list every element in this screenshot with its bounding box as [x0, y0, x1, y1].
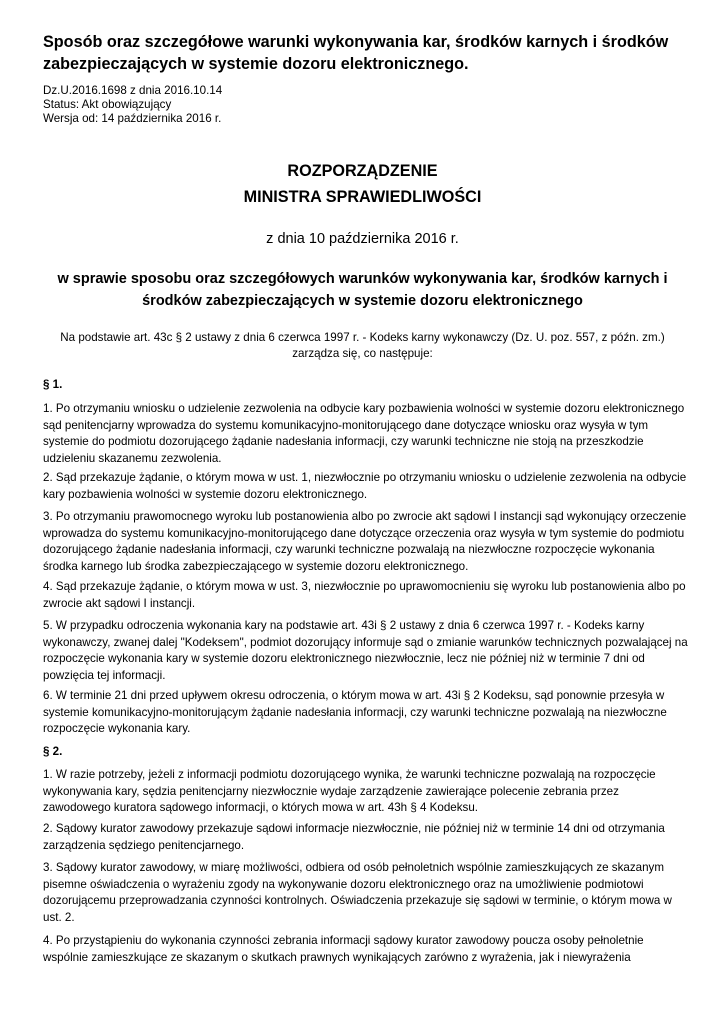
legal-status: Status: Akt obowiązujący: [43, 98, 172, 111]
document-metadata: [43, 84, 222, 126]
document-title: Sposób oraz szczegółowe warunki wykonywania kar, środków karnych i środków zabezpieczających w systemie dozoru elektronicznego.: [43, 33, 669, 73]
section-2-paragraph-3: 3. Sądowy kurator zawodowy, w miarę możliwości, odbiera od osób pełnoletnich wspólnie zamieszkujących ze skazanym pisemne oświadczenia o wyrażeniu zgody na wykonywanie dozoru elektronicznego oraz na umożliwienie podmiotowi dozorującemu przeprowadzania czynności kontrolnych. Oświadczenia przekazuje się sądowi w terminie, o którym mowa w ust. 2.: [43, 861, 672, 924]
act-subject: w sprawie sposobu oraz szczegółowych warunków wykonywania kar, środków karnych i środków zabezpieczających w systemie dozoru elektronicznego: [57, 271, 668, 309]
section-1-paragraph-5: 5. W przypadku odroczenia wykonania kary na podstawie art. 43i § 2 ustawy z dnia 6 czerwca 1997 r. - Kodeks karny wykonawczy, zwanej dalej "Kodeksem", podmiot dozorujący informuje sąd o zmianie warunków technicznych pozwalającej na rozpoczęcie wykonania kary w systemie dozoru elektronicznego niezwłocznie, lecz nie później niż w terminie 7 dni od powzięcia tej informacji.: [43, 619, 688, 682]
section-2-paragraph-4: 4. Po przystąpieniu do wykonania czynności zebrania informacji sądowy kurator zawodowy poucza osoby pełnoletnie wspólnie zamieszkujące ze skazanym o skutkach prawnych wynikających zarówno z wyrażenia, jak i niewyrażenia: [43, 934, 644, 964]
section-2-paragraph-1: 1. W razie potrzeby, jeżeli z informacji podmiotu dozorującego wynika, że warunki techniczne pozwalają na rozpoczęcie wykonywania kary, sędzia penitencjarny niezwłocznie wydaje zarządzenie zawierające polecenie zebrania przez zawodowego kuratora sądowego informacji, o których mowa w art. 43h § 4 Kodeksu.: [43, 768, 656, 814]
section-1-paragraph-3: 3. Po otrzymaniu prawomocnego wyroku lub postanowienia albo po zwrocie akt sądowi I instancji sąd wykonujący orzeczenie wprowadza do systemu komunikacyjno-monitorującego dane dotyczące orzeczenia oraz wysyła w tym systemie do podmiotu dozorującego żądanie nadesłania informacji, czy warunki techniczne pozwalają na niezwłoczne rozpoczęcie wykonania środka karnego lub środka zabezpieczającego w systemie dozoru elektronicznego.: [43, 510, 687, 573]
issue-date: z dnia 10 października 2016 r.: [266, 231, 459, 247]
version-date: Wersja od: 14 października 2016 r.: [43, 112, 222, 125]
section-1-paragraph-2: 2. Sąd przekazuje żądanie, o którym mowa w ust. 1, niezwłocznie po otrzymaniu wniosku o udzielenie zezwolenia na odbycie kary pozbawienia wolności w systemie dozoru elektronicznego.: [43, 471, 687, 501]
act-type-heading: ROZPORZĄDZENIE: [287, 162, 438, 180]
section-1-paragraph-1: 1. Po otrzymaniu wniosku o udzielenie zezwolenia na odbycie kary pozbawienia wolności w systemie dozoru elektronicznego sąd penitencjarny wprowadza do systemu komunikacyjno-monitorującego dane dotyczące wniosku oraz wysyła w tym systemie do podmiotu dozorującego żądanie nadesłania informacji, czy warunki techniczne nie stoją na przeszkodzie udzieleniu skazanemu zezwolenia.: [43, 402, 685, 465]
section-1-paragraph-4: 4. Sąd przekazuje żądanie, o którym mowa w ust. 3, niezwłocznie po uprawomocnieniu się wyroku lub postanowienia albo po zwrocie akt sądowi I instancji.: [43, 580, 686, 610]
journal-reference: Dz.U.2016.1698 z dnia 2016.10.14: [43, 84, 223, 97]
section-2-paragraph-2: 2. Sądowy kurator zawodowy przekazuje sądowi informacje niezwłocznie, nie później niż w terminie 14 dni od otrzymania zarządzenia sędziego penitencjarnego.: [43, 822, 665, 852]
section-1-sign: § 1.: [43, 378, 63, 391]
legal-basis-preamble: Na podstawie art. 43c § 2 ustawy z dnia 6 czerwca 1997 r. - Kodeks karny wykonawczy (Dz. U. poz. 557, z późn. zm.) zarządza się, co następuje:: [60, 331, 665, 360]
section-2-sign: § 2.: [43, 745, 63, 758]
section-1-paragraph-6: 6. W terminie 21 dni przed upływem okresu odroczenia, o którym mowa w art. 43i § 2 Kodeksu, sąd ponownie przesyła w systemie komunikacyjno-monitorującym żądanie nadesłania informacji, czy warunki techniczne pozwalają na niezwłoczne rozpoczęcie wykonania kary.: [43, 689, 667, 735]
issuer-heading: MINISTRA SPRAWIEDLIWOŚCI: [243, 188, 482, 206]
